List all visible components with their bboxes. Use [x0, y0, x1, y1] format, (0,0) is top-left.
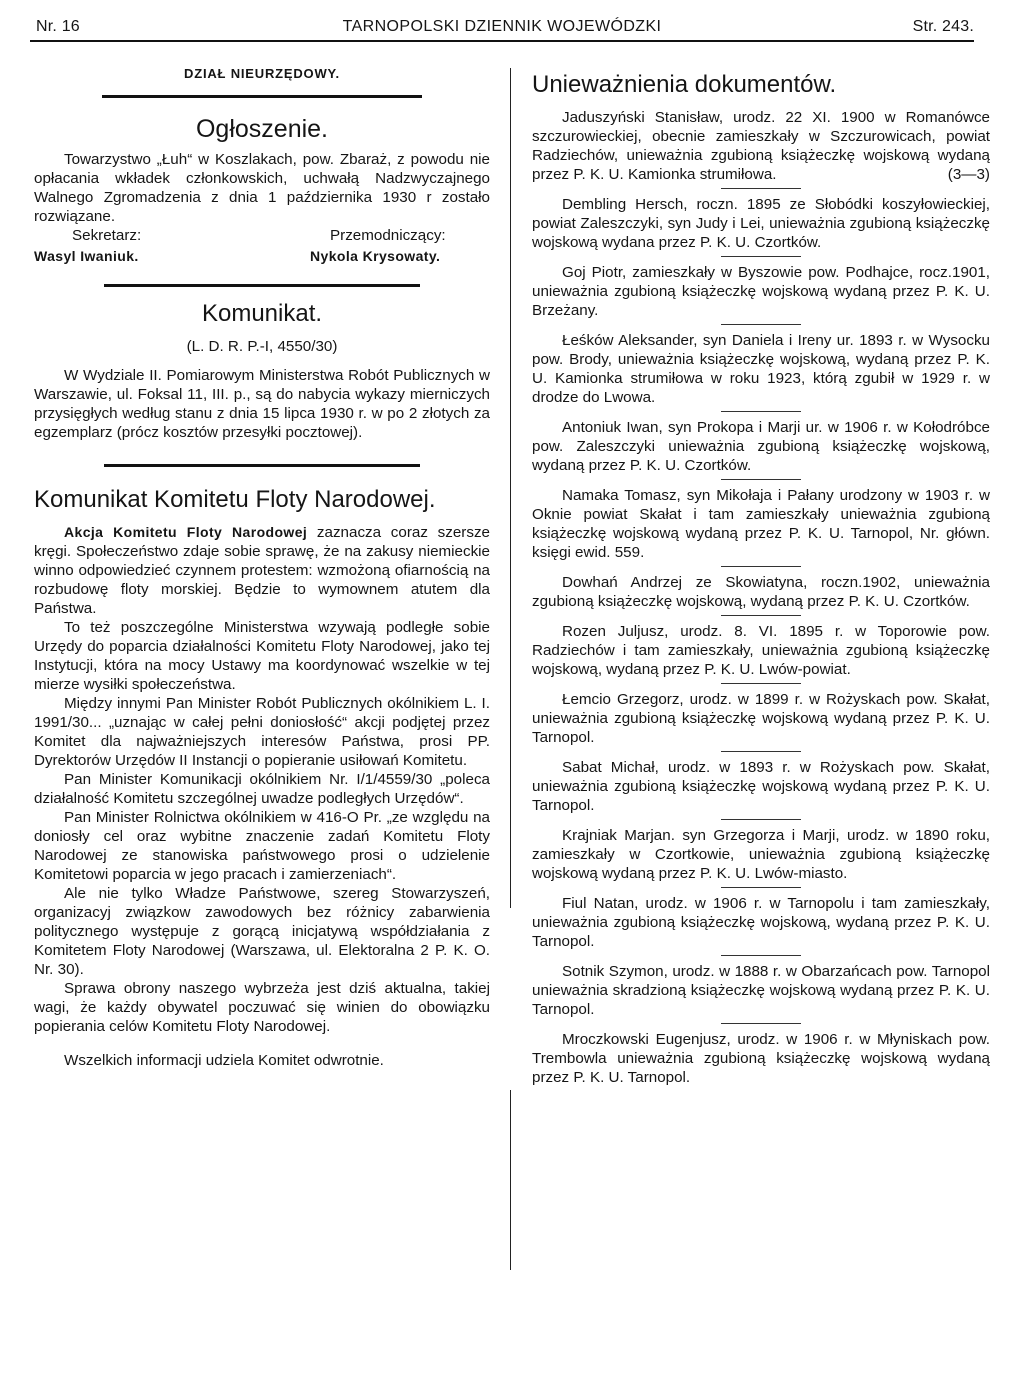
annulment-code: (3—3): [947, 166, 990, 183]
entry-separator: [721, 683, 801, 684]
annulment-entry: Antoniuk Iwan, syn Prokopa i Marji ur. w 1906 r. w Kołodróbce pow. Zaleszczyki unieważnia zgubioną książeczkę wojskową, wydaną przez P. K. U. Czortków.: [532, 419, 990, 474]
divider-rule-2: [104, 464, 420, 467]
annulment-entry: Mroczkowski Eugenjusz, urodz. w 1906 r. w Młyniskach pow. Trembowla unieważnia zgubioną książeczkę wojskową wydaną przez P. K. U. Tarnopol.: [532, 1031, 990, 1086]
section-heading: DZIAŁ NIEURZĘDOWY.: [184, 66, 340, 81]
column-divider: [510, 68, 511, 908]
entry-separator: [721, 566, 801, 567]
entry-separator: [721, 479, 801, 480]
annulment-entry: Krajniak Marjan. syn Grzegorza i Marji, urodz. w 1890 roku, zamieszkały w Czortkowie, unieważnia zgubioną książeczkę wojskową wydaną przez P. K. U. Lwów-miasto.: [532, 827, 990, 882]
entry-separator: [721, 615, 801, 616]
left-column: [34, 60, 490, 1085]
annulments-title: Unieważnienia dokumentów.: [532, 71, 837, 98]
kfn-paragraph-2: To też poszczególne Ministerstwa wzywają podległe sobie Urzędy do poparcia działalności Komitetu Floty Narodowej, jako tej Instytucji, która na mocy Ustawy ma koordynować wszelkie w tej mierze wysiłki społeczeństwa.: [34, 619, 490, 693]
entry-separator: [721, 256, 801, 257]
entry-separator: [721, 188, 801, 189]
kfn-paragraph-3: Między innymi Pan Minister Robót Publicznych okólnikiem L. I. 1991/30... „uznając w całej pełni doniosłość“ akcji podjętej przez Komitet dla najważniejszych interesów Państwa, prosi PP. Dyrektorów Urzędów II Instancji o popieranie usiłowań Komitetu.: [34, 695, 490, 769]
secretary-role: Sekretarz:: [72, 227, 142, 244]
publication-title: TARNOPOLSKI DZIENNIK WOJEWÓDZKI: [342, 18, 662, 35]
annulment-entry: Łemcio Grzegorz, urodz. w 1899 r. w Rożyskach pow. Skałat, unieważnia zgubioną książeczkę wojskową wydaną przez P. K. U. Tarnopol.: [532, 691, 990, 746]
chairman-role: Przemodniczący:: [330, 227, 446, 244]
chairman-name: Nykola Krysowaty.: [310, 248, 441, 264]
annulment-entry: Namaka Tomasz, syn Mikołaja i Pałany urodzony w 1903 r. w Oknie powiat Skałat i tam zamieszkały unieważnia zgubioną książeczkę wojskową wydaną przez P. K. U. Tarnopol, Nr. główn. księgi ewid. 559.: [532, 487, 990, 561]
entry-separator: [721, 751, 801, 752]
section-rule: [102, 95, 422, 98]
issue-number: Nr. 16: [36, 18, 80, 35]
page-number: Str. 243.: [912, 18, 974, 35]
entry-separator: [721, 955, 801, 956]
annulment-entry: Dowhań Andrzej ze Skowiatyna, roczn.1902, unieważnia zgubioną książeczkę wojskową, wydaną przez P. K. U. Czortków.: [532, 574, 990, 610]
komunikat-title: Komunikat.: [201, 300, 323, 327]
right-column: [532, 70, 990, 1087]
notice-text: Towarzystwo „Łuh“ w Koszlakach, pow. Zbaraż, z powodu nie opłacania wkładek członkowskich, uchwałą Nadzwyczajnego Walnego Zgromadzenia z dnia 1 października 1930 r zostało rozwiązane.: [34, 151, 490, 225]
annulment-entry: Sotnik Szymon, urodz. w 1888 r. w Obarzańcach pow. Tarnopol unieważnia skradzioną książeczkę wojskową wydaną przez P. K. U. Tarnopol.: [532, 963, 990, 1018]
signature-names: [34, 247, 490, 266]
kfn-paragraph-1-text: zaznacza coraz szersze kręgi. Społeczeństwo zdaje sobie sprawę, że na zakusy niemieckie winno odpowiedzieć czynnem protestem: wzmożoną ofiarnością na rozbudowę floty morskiej. Będzie to wymownem atutem dla Państwa.: [34, 524, 490, 617]
kfn-title: Komunikat Komitetu Floty Narodowej.: [34, 486, 436, 513]
annulment-list: [532, 188, 990, 1087]
kfn-lead: Akcja Komitetu Floty Narodowej: [64, 524, 308, 540]
divider-rule-1: [104, 284, 420, 287]
kfn-paragraph-8: Wszelkich informacji udziela Komitet odwrotnie.: [64, 1052, 384, 1070]
kfn-paragraph-6: Ale nie tylko Władze Państwowe, szereg Stowarzyszeń, organizacyj związkow zawodowych bez różnicy zabarwienia politycznego występuje z gorącą inicjatywą współdziałania z Komitetem Floty Narodowej (Warszawa, ul. Elektoralna 2 P. K. O. Nr. 30).: [34, 885, 490, 978]
notice-title: Ogłoszenie.: [195, 115, 329, 143]
notice-komunikat: [34, 299, 490, 442]
kfn-paragraph-5: Pan Minister Rolnictwa okólnikiem w 416-O Pr. „ze względu na doniosły cel oraz wybitne znaczenie zadań Komitetu Floty Narodowej ze stanowiska państwowego prosi o udzielenie Komitetowi poparcia w jego pracach i zamierzeniach“.: [34, 809, 490, 883]
kfn-paragraph-4: Pan Minister Komunikacji okólnikiem Nr. I/1/4559/30 „poleca działalność Komitetu szczególnej uwadze podległych Urzędów“.: [34, 771, 490, 807]
kfn-paragraph-7: Sprawa obrony naszego wybrzeża jest dziś aktualna, takiej wagi, że każdy obywatel poczuwać się winien do obowiązku popierania celów Komitetu Floty Narodowej.: [34, 980, 490, 1035]
komunikat-reference: (L. D. R. P.-I, 4550/30): [186, 338, 338, 355]
secretary-name: Wasyl Iwaniuk.: [34, 248, 139, 264]
komunikat-text: W Wydziale II. Pomiarowym Ministerstwa Robót Publicznych w Warszawie, ul. Foksal 11, III. p., są do nabycia wykazy mierniczych przysięgłych według stanu z dnia 15 lipca 1930 r. w po 2 złotych za egzemplarz (prócz kosztów przesyłki pocztowej).: [34, 367, 490, 441]
header-rule: [30, 40, 974, 42]
entry-separator: [721, 819, 801, 820]
entry-separator: [721, 411, 801, 412]
annulment-entry-1: [532, 108, 990, 184]
notice-kfn: [34, 485, 490, 1070]
annulment-entry: Sabat Michał, urodz. w 1893 r. w Rożyskach pow. Skałat, unieważnia zgubioną książeczkę wojskową wydaną przez P. K. U. Tarnopol.: [532, 759, 990, 814]
entry-separator: [721, 324, 801, 325]
annulment-entry: Fiul Natan, urodz. w 1906 r. w Tarnopolu i tam zamieszkały, unieważnia zgubioną książeczkę wojskową, wydaną przez P. K. U. Tarnopol.: [532, 895, 990, 950]
column-divider-lower: [510, 1090, 511, 1270]
annulment-entry: Łeśków Aleksander, syn Daniela i Ireny ur. 1893 r. w Wysocku pow. Brody, unieważnia książeczkę wojskową, wydaną przez P. K. U. Kamionka strumiłowa w roku 1923, którą zgubił w 1929 r. w drodze do Lwowa.: [532, 332, 990, 406]
kfn-paragraph-1: [34, 523, 490, 618]
signature-roles: [34, 226, 490, 245]
annulment-text: Jaduszyński Stanisław, urodz. 22 XI. 1900 w Romanówce szczurowieckiej, obecnie zamieszkały w Szczurowicach, powiat Radziechów, unieważnia zgubioną książeczkę wojskową wydaną przez P. K. U. Kamionka strumiłowa. (3—3): [532, 109, 990, 183]
annulment-entry: Rozen Juljusz, urodz. 8. VI. 1895 r. w Toporowie pow. Radziechów i tam zamieszkały, unieważnia zgubioną książeczkę wojskową, wydaną przez P. K. U. Lwów-powiat.: [532, 623, 990, 678]
notice-ogloszenie: [34, 114, 490, 266]
annulment-entry: Dembling Hersch, roczn. 1895 ze Słobódki koszyłowieckiej, powiat Zaleszczyki, syn Judy i Lei, unieważnia zgubioną książeczkę wojskową wydana przez P. K. U. Czortków.: [532, 196, 990, 251]
page-header: [30, 18, 974, 40]
entry-separator: [721, 887, 801, 888]
annulment-entry: Goj Piotr, zamieszkały w Byszowie pow. Podhajce, rocz.1901, unieważnia zgubioną książeczkę wojskową wydaną przez P. K. U. Brzeżany.: [532, 264, 990, 319]
entry-separator: [721, 1023, 801, 1024]
